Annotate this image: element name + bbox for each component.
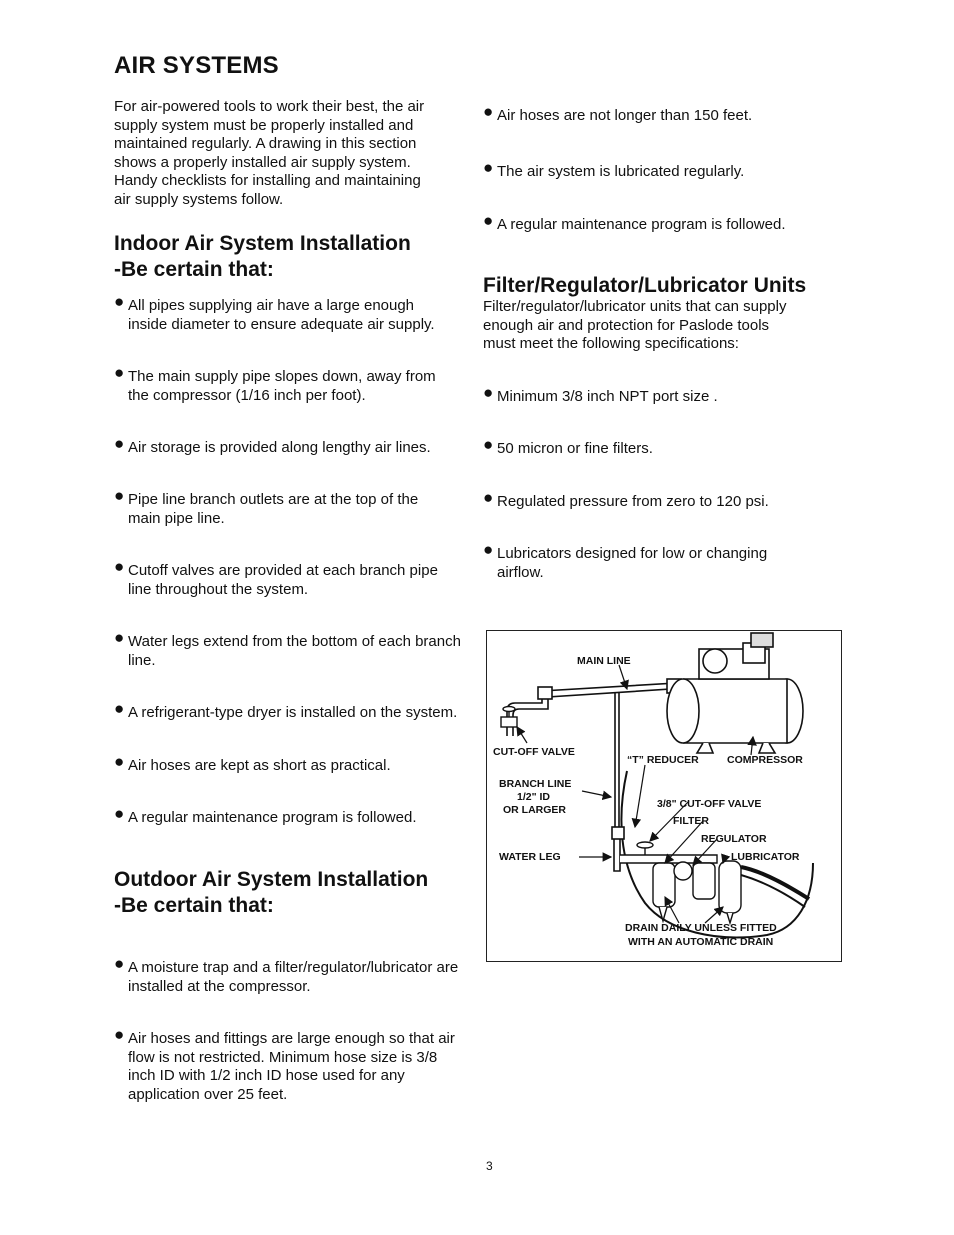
frl-heading: Filter/Regulator/Lubricator Units <box>483 274 807 297</box>
label-regulator: REGULATOR <box>701 833 767 845</box>
label-main-line: MAIN LINE <box>577 655 631 667</box>
compressor-icon <box>667 633 803 753</box>
bullet-icon: ● <box>483 488 494 507</box>
page-title: AIR SYSTEMS <box>114 52 279 79</box>
bullet-icon: ● <box>114 434 125 453</box>
label-branch-line-1: BRANCH LINE <box>499 778 572 790</box>
cut-off-valve-icon <box>501 707 517 728</box>
label-branch-line-2: 1/2" ID <box>517 791 550 803</box>
bullet-icon: ● <box>114 557 125 576</box>
label-filter: FILTER <box>673 815 709 827</box>
label-compressor: COMPRESSOR <box>727 754 803 766</box>
label-lubricator: LUBRICATOR <box>731 851 800 863</box>
bullet-icon: ● <box>114 363 125 382</box>
main-line-pipe <box>507 679 681 736</box>
bullet-icon: ● <box>483 211 494 230</box>
outdoor-heading: Outdoor Air System Installation -Be certain that: <box>114 868 429 917</box>
bullet-icon: ● <box>114 804 125 823</box>
label-branch-line-3: OR LARGER <box>503 804 566 816</box>
label-cut-off-valve: CUT-OFF VALVE <box>493 746 575 758</box>
bullet-icon: ● <box>114 1025 125 1044</box>
bullet-icon: ● <box>483 158 494 177</box>
bullet-icon: ● <box>114 752 125 771</box>
bullet-icon: ● <box>114 486 125 505</box>
bullet-icon: ● <box>483 540 494 559</box>
label-drain-line-2: WITH AN AUTOMATIC DRAIN <box>628 936 774 948</box>
bullet-icon: ● <box>483 102 494 121</box>
bullet-icon: ● <box>114 628 125 647</box>
bullet-icon: ● <box>114 699 125 718</box>
frl-description: Filter/regulator/lubricator units that can supply enough air and protection for Paslode tools must meet the following specifications: <box>483 298 787 353</box>
indoor-heading: Indoor Air System Installation -Be certain that: <box>114 232 411 281</box>
air-system-diagram <box>486 630 842 962</box>
air-system-drawing <box>487 631 841 961</box>
bullet-icon: ● <box>483 383 494 402</box>
label-t-reducer: “T” REDUCER <box>627 754 699 766</box>
label-drain-line-1: DRAIN DAILY UNLESS FITTED <box>625 922 777 934</box>
page-number: 3 <box>486 1159 493 1173</box>
label-water-leg: WATER LEG <box>499 851 561 863</box>
bullet-icon: ● <box>114 954 125 973</box>
bullet-icon: ● <box>114 292 125 311</box>
label-small-cut-off-valve: 3/8" CUT-OFF VALVE <box>657 798 762 810</box>
intro-paragraph: For air-powered tools to work their best, the air supply system must be properly installed and maintained regularly. A drawing in this section shows a properly installed air supply system. Handy checklists for installing and maintaining air supply systems follow. <box>114 98 425 208</box>
bullet-icon: ● <box>483 435 494 454</box>
